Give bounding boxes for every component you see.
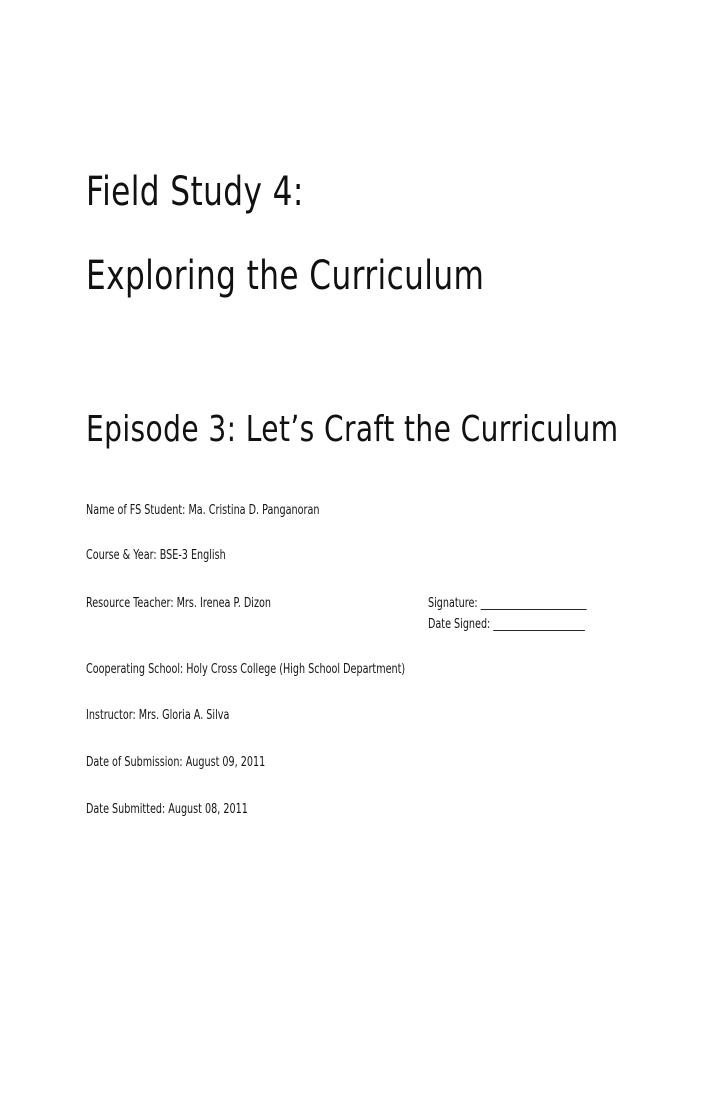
signature-line: Signature: ______________________ (428, 596, 587, 611)
title-line-1: Field Study 4: (86, 169, 304, 215)
title-line-2: Exploring the Curriculum (86, 253, 485, 299)
date-signed-line: Date Signed: ___________________ (428, 617, 585, 632)
episode-title: Episode 3: Let’s Craft the Curriculum (86, 409, 619, 450)
cooperating-school-field: Cooperating School: Holy Cross College (High School Department) (86, 662, 406, 677)
student-name-field: Name of FS Student: Ma. Cristina D. Panganoran (86, 503, 320, 518)
date-submitted-field: Date Submitted: August 08, 2011 (86, 802, 248, 817)
date-of-submission-field: Date of Submission: August 09, 2011 (86, 755, 266, 770)
course-year-field: Course & Year: BSE-3 English (86, 548, 226, 563)
instructor-field: Instructor: Mrs. Gloria A. Silva (86, 708, 230, 723)
resource-teacher-field: Resource Teacher: Mrs. Irenea P. Dizon (86, 596, 272, 611)
